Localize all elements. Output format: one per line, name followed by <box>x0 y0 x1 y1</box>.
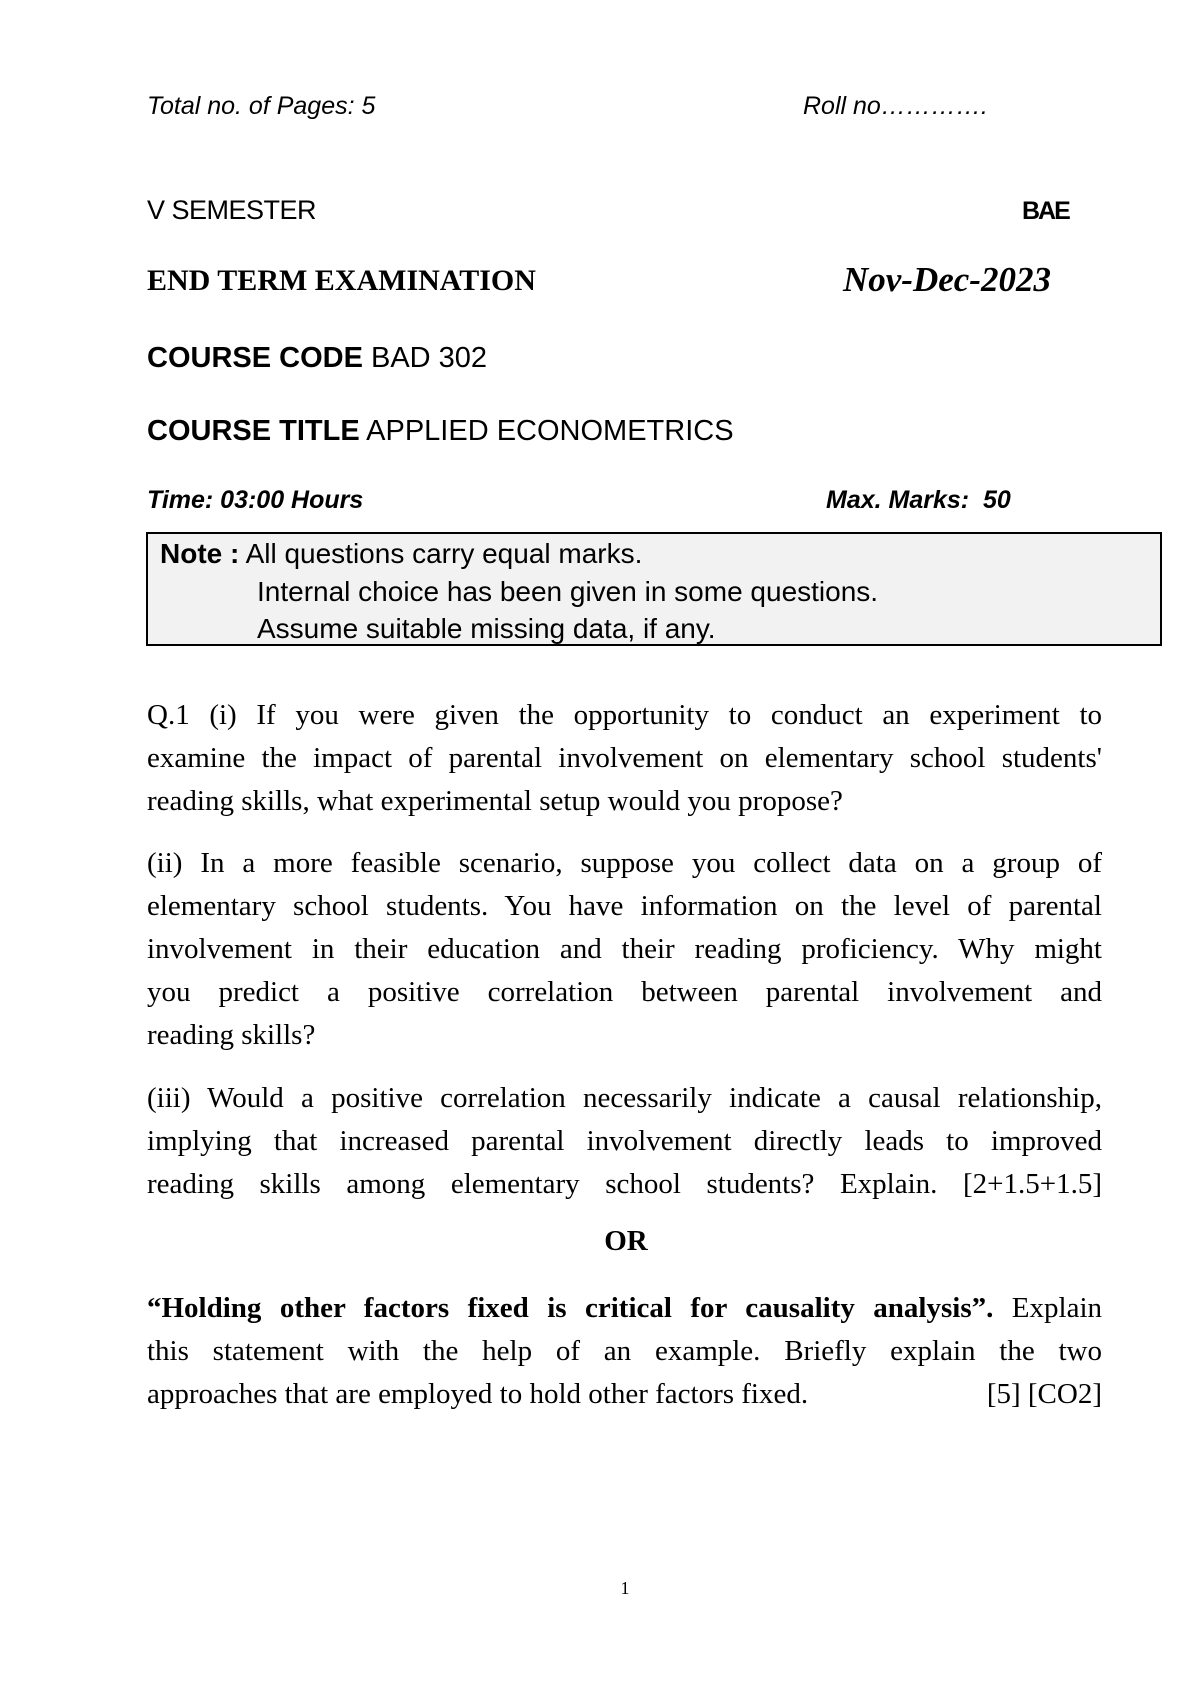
question-1-alternative <box>147 1287 1102 1416</box>
alt-line-1-rest: Explain <box>993 1292 1103 1324</box>
text-line: reading skills, what experimental setup would you propose? <box>147 785 843 817</box>
course-code-row <box>147 342 487 375</box>
text-line <box>147 1287 1102 1330</box>
max-marks: Max. Marks: 50 <box>826 486 1011 514</box>
note-line-2: Internal choice has been given in some questions. <box>257 576 879 607</box>
course-code-label: COURSE CODE <box>147 342 363 374</box>
exam-duration: Time: 03:00 Hours <box>147 486 364 514</box>
text-line: (iii) Would a positive correlation necessarily indicate a causal relationship, <box>147 1082 1102 1114</box>
text-line: this statement with the help of an example. Briefly explain the two <box>147 1335 1102 1367</box>
exam-session: Nov-Dec-2023 <box>843 260 1051 299</box>
alt-line-3: approaches that are employed to hold other factors fixed. <box>147 1378 809 1410</box>
text-line: Q.1 (i) If you were given the opportunity to conduct an experiment to <box>147 699 1102 731</box>
alt-statement: “Holding other factors fixed is critical for causality analysis”. <box>147 1292 994 1324</box>
roll-number-field: Roll no…………. <box>803 92 988 120</box>
semester-label: V SEMESTER <box>147 195 317 225</box>
programme-code: BAE <box>1022 197 1069 225</box>
text-line: reading skills among elementary school students? Explain. [2+1.5+1.5] <box>147 1168 1102 1200</box>
note-box <box>146 532 1162 646</box>
note-text-1: All questions carry equal marks. <box>245 538 643 569</box>
text-line: you predict a positive correlation between parental involvement and <box>147 976 1102 1008</box>
text-line <box>147 1373 1102 1416</box>
text-line: implying that increased parental involvement directly leads to improved <box>147 1125 1102 1157</box>
exam-title: END TERM EXAMINATION <box>147 264 536 297</box>
question-1-part-ii <box>147 842 1102 1057</box>
course-title-row <box>147 415 734 448</box>
text-line: (ii) In a more feasible scenario, suppose you collect data on a group of <box>147 847 1102 879</box>
text-line: examine the impact of parental involvement on elementary school students' <box>147 742 1102 774</box>
text-line: involvement in their education and their reading proficiency. Why might <box>147 933 1102 965</box>
question-marks: [5] [CO2] <box>986 1378 1102 1410</box>
note-label: Note : <box>160 538 240 569</box>
or-separator: OR <box>604 1225 648 1257</box>
text-line: elementary school students. You have information on the level of parental <box>147 890 1102 922</box>
total-pages-label: Total no. of Pages: 5 <box>147 92 376 120</box>
text-line: reading skills? <box>147 1019 316 1051</box>
note-line-3: Assume suitable missing data, if any. <box>257 613 716 644</box>
note-line-1 <box>160 538 642 570</box>
question-1-part-i <box>147 694 1102 823</box>
course-code-value: BAD 302 <box>370 342 488 374</box>
page-number: 1 <box>620 1578 630 1598</box>
course-title-label: COURSE TITLE <box>147 415 360 447</box>
course-title-value: APPLIED ECONOMETRICS <box>366 415 734 447</box>
question-1-part-iii <box>147 1077 1102 1206</box>
